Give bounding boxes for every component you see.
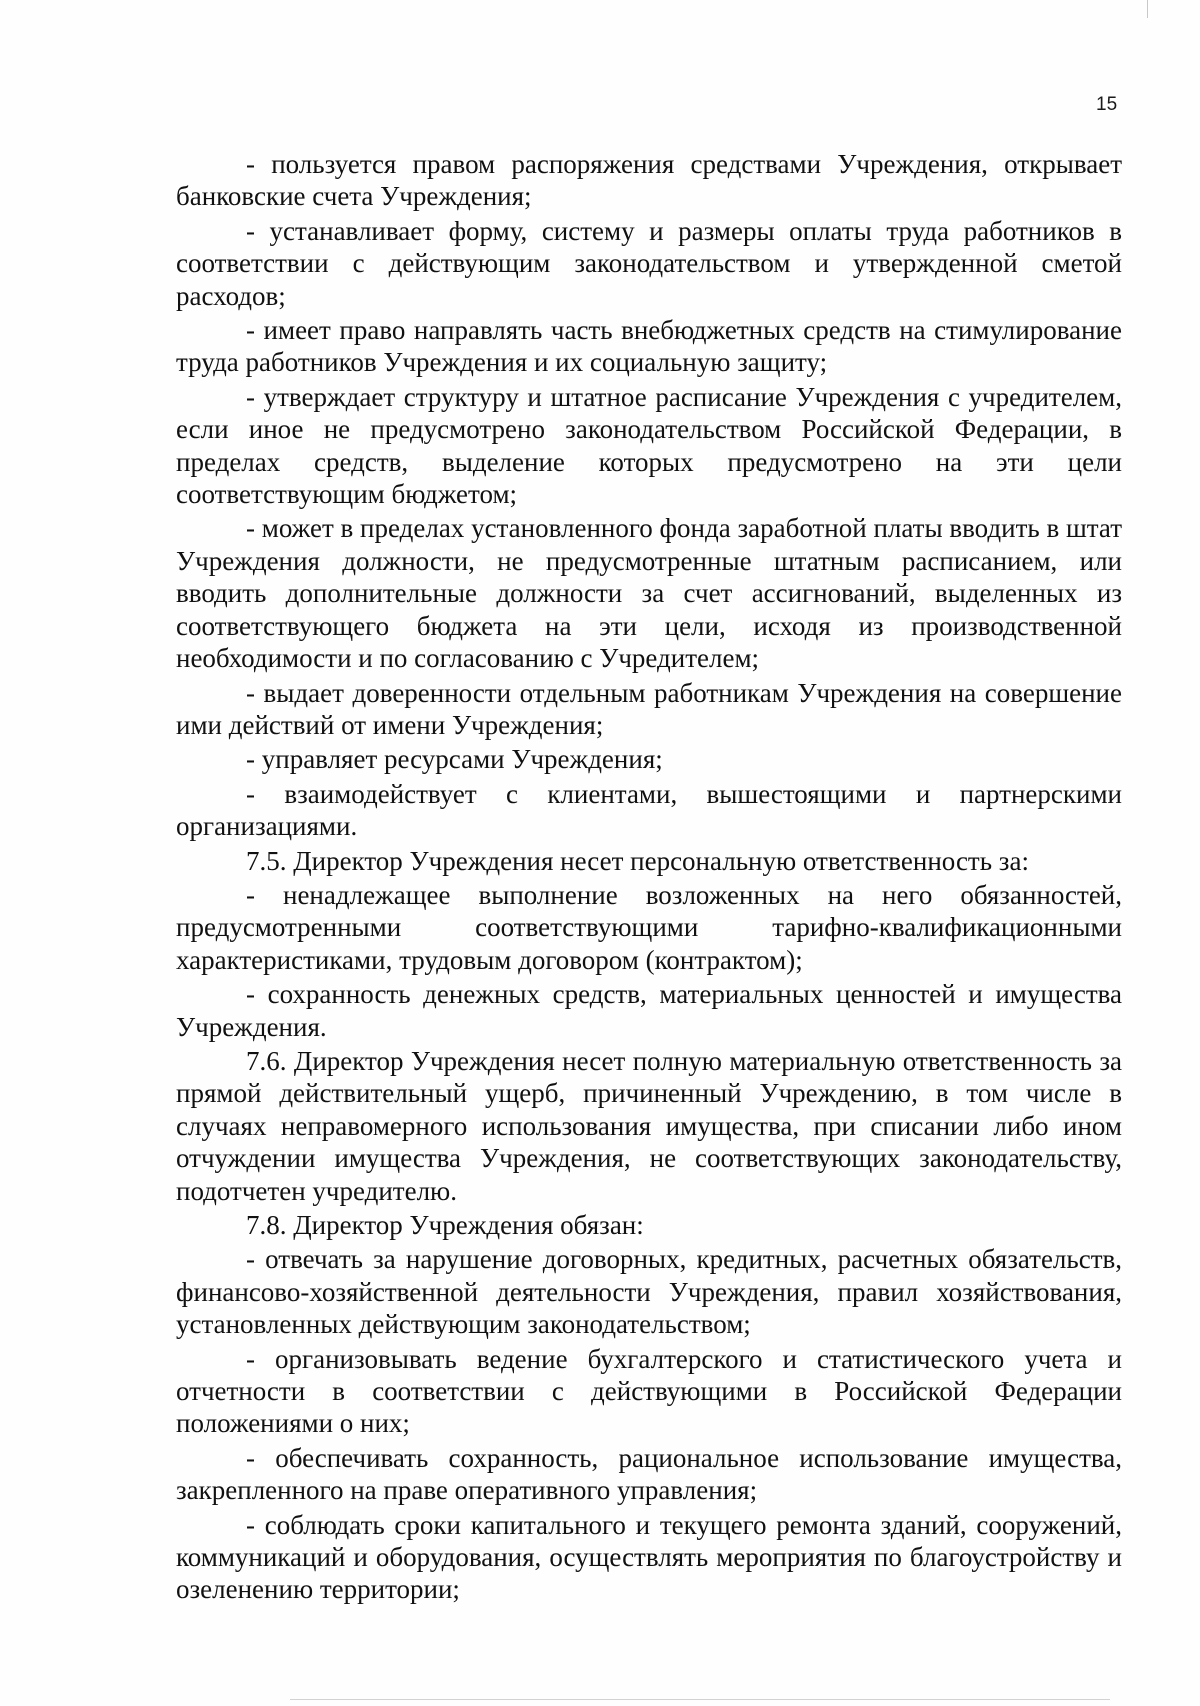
scan-edge-mark [1147, 0, 1148, 18]
paragraph-improper-duties: - ненадлежащее выполнение возложенных на него обязанностей, предусмотренными соответствующими тарифно-квалификационными характеристиками, трудовым договором (контрактом); [176, 879, 1122, 975]
paragraph-repairs: - соблюдать сроки капитального и текущего ремонта зданий, сооружений, коммуникаций и оборудования, осуществлять мероприятия по благоустройству и озеленению территории; [176, 1509, 1122, 1605]
paragraph-accounting: - организовывать ведение бухгалтерского и статистического учета и отчетности в соответствии с действующими в Российской Федерации положениями о них; [176, 1343, 1122, 1439]
paragraph-interaction: - взаимодействует с клиентами, вышестоящими и партнерскими организациями. [176, 778, 1122, 842]
scan-bottom-edge [290, 1699, 1110, 1700]
document-body [176, 148, 1122, 1606]
section-7-5-heading: 7.5. Директор Учреждения несет персональную ответственность за: [246, 845, 1029, 876]
section-7-8-heading: 7.8. Директор Учреждения обязан: [246, 1210, 644, 1240]
paragraph-salary-system: - устанавливает форму, систему и размеры оплаты труда работников в соответствии с действующим законодательством и утвержденной сметой расходов; [176, 215, 1122, 311]
paragraph-extrabudgetary-funds: - имеет право направлять часть внебюджетных средств на стимулирование труда работников Учреждения и их социальную защиту; [176, 315, 1122, 378]
paragraph-property-use: - обеспечивать сохранность, рациональное использование имущества, закрепленного на праве оперативного управления; [176, 1442, 1122, 1506]
section-7-6-paragraph: 7.6. Директор Учреждения несет полную материальную ответственность за прямой действительный ущерб, причиненный Учреждению, в том числе в случаях неправомерного использования имущества, при списании либо ином отчуждении имущества Учреждения, не соответствующих законодательству, подотчетен учредителю. [176, 1045, 1122, 1206]
page-number: 15 [1096, 94, 1118, 115]
paragraph-bank-accounts: - пользуется правом распоряжения средствами Учреждения, открывает банковские счета Учреждения; [176, 149, 1122, 212]
paragraph-staff-structure: - утверждает структуру и штатное расписание Учреждения с учредителем, если иное не предусмотрено законодательством Российской Федерации, в пределах средств, выделение которых предусмотрено на эти цели соответствующим бюджетом; [176, 381, 1122, 510]
paragraph-obligations-liability: - отвечать за нарушение договорных, кредитных, расчетных обязательств, финансово-хозяйственной деятельности Учреждения, правил хозяйствования, установленных действующим законодательством; [176, 1244, 1122, 1340]
paragraph-additional-positions: - может в пределах установленного фонда заработной платы вводить в штат Учреждения должности, не предусмотренные штатным расписанием, или вводить дополнительные должности за счет ассигнований, выделенных из соответствующего бюджета на эти цели, исходя из производственной необходимости и по согласованию с Учредителем; [176, 513, 1122, 674]
paragraph-power-of-attorney: - выдает доверенности отдельным работникам Учреждения на совершение ими действий от имени Учреждения; [176, 677, 1122, 740]
paragraph-property-safety: - сохранность денежных средств, материальных ценностей и имущества Учреждения. [176, 979, 1122, 1042]
paragraph-resource-management: - управляет ресурсами Учреждения; [246, 744, 663, 775]
